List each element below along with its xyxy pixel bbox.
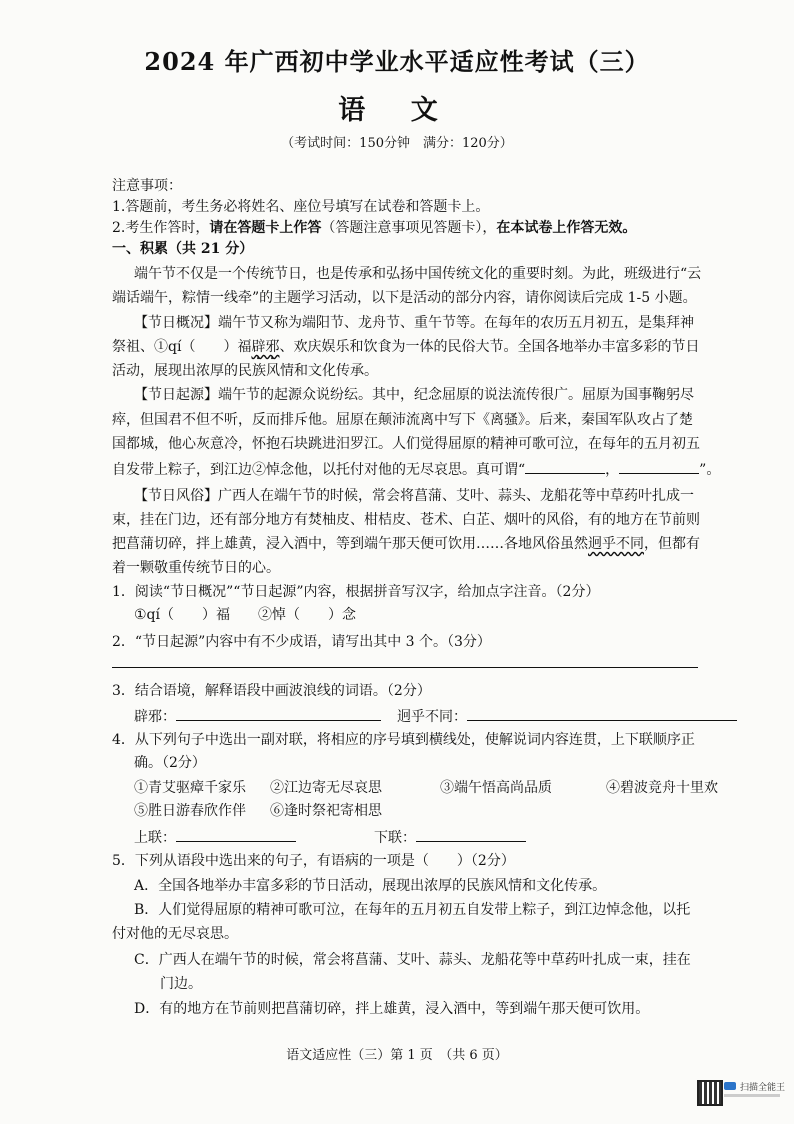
question-5: 5．下列从语段中选出来的句子，有语病的一项是（ ）（2分） — [112, 853, 515, 869]
lower-couplet-blank[interactable] — [416, 827, 526, 842]
couplet-answer-row: 上联： 下联： — [134, 827, 774, 847]
qr-code-icon — [697, 1080, 723, 1106]
scanner-watermark: 扫描全能王 — [740, 1083, 786, 1093]
origin-line-3: 国都城，他心灰意冷，怀抱石块跳进汨罗江。人们觉得屈原的精神可歌可泣，在每年的五月初五 — [112, 436, 700, 452]
question-5-option-c-line-1: C．广西人在端午节的时候，常会将菖蒲、艾叶、蒜头、龙船花等中草药叶扎成一束，挂在 — [134, 952, 691, 968]
couplet-option-5: ⑤胜日游春欣作伴 — [134, 803, 246, 819]
scanner-logo-icon — [724, 1082, 736, 1090]
intro-line-1: 端午节不仅是一个传统节日，也是传承和弘扬中国传统文化的重要时刻。为此，班级进行“云 — [134, 266, 702, 282]
question-5-option-a: A．全国各地举办丰富多彩的节日活动，展现出浓厚的民族风情和文化传承。 — [134, 878, 607, 894]
origin-line-1: 【节日起源】端午节的起源众说纷纭。其中，纪念屈原的说法流传很广。屈原为国事鞠躬尽 — [134, 387, 694, 403]
question-5-option-c-line-2: 门边。 — [160, 976, 202, 992]
couplet-option-3: ③端午悟高尚品质 — [440, 780, 552, 796]
couplet-option-4: ④碧波竞舟十里欢 — [606, 780, 718, 796]
notes-heading: 注意事项： — [112, 178, 182, 194]
subject-title: 语 文 — [338, 95, 456, 126]
overview-line-1: 【节日概况】端午节又称为端阳节、龙舟节、重午节等。在每年的农历五月初五，是集拜神 — [134, 315, 694, 331]
origin-line-4: 自发带上粽子，到江边②悼念他，以托付对他的无尽哀思。真可谓“ ， ”。 — [112, 459, 752, 479]
question-2-answer-line[interactable] — [112, 667, 698, 668]
question-5-option-d: D．有的地方在节前则把菖蒲切碎，拌上雄黄，浸入酒中，等到端午那天便可饮用。 — [134, 1001, 650, 1017]
notes-item-1: 1.答题前，考生务必将姓名、座位号填写在试卷和答题卡上。 — [112, 199, 490, 215]
couplet-option-2: ②江边寄无尽哀思 — [270, 780, 382, 796]
overview-line-2: 祭祖、①qí（ ）福辟邪、欢庆娱乐和饮食为一体的民俗大节。全国各地举办丰富多彩的节日 — [112, 339, 700, 355]
question-4-line-1: 4．从下列句子中选出一副对联，将相应的序号填到横线处，使解说词内容连贯，上下联顺序正 — [112, 732, 695, 748]
question-4-line-2: 确。（2分） — [134, 755, 206, 771]
notes-item-2: 2.考生作答时，请在答题卡上作答（答题注意事项见答题卡），在本试卷上作答无效。 — [112, 220, 637, 236]
section-1-heading: 一、积累（共 21 分） — [112, 241, 254, 257]
overview-line-3: 活动，展现出浓厚的民族风情和文化传承。 — [112, 363, 378, 379]
page-footer: 语文适应性（三）第 1 页 （共 6 页） — [286, 1048, 508, 1063]
couplet-option-6: ⑥逢时祭祀寄相思 — [270, 803, 382, 819]
upper-couplet-blank[interactable] — [176, 827, 296, 842]
exam-title: 2024 年广西初中学业水平适应性考试（三） — [144, 47, 650, 76]
question-3: 3．结合语境，解释语段中画波浪线的词语。（2分） — [112, 683, 431, 699]
scanner-watermark-subtext — [724, 1094, 780, 1097]
question-3-items: 辟邪： 迥乎不同： — [134, 706, 774, 726]
customs-line-2: 束，挂在门边，还有部分地方有焚柚皮、柑桔皮、苍术、白芷、烟叶的风俗，有的地方在节前则 — [112, 512, 700, 528]
customs-line-3: 把菖蒲切碎，拌上雄黄，浸入酒中，等到端午那天便可饮用……各地风俗虽然迥乎不同，但都有 — [112, 536, 700, 552]
question-2: 2．“节日起源”内容中有不少成语，请写出其中 3 个。（3分） — [112, 634, 491, 650]
customs-line-1: 【节日风俗】广西人在端午节的时候，常会将菖蒲、艾叶、蒜头、龙船花等中草药叶扎成一 — [134, 488, 694, 504]
couplet-option-1: ①青艾驱瘴千家乐 — [134, 780, 246, 796]
origin-line-2: 瘁，但国君不但不听，反而排斥他。屈原在颠沛流离中写下《离骚》。后来，秦国军队攻占了楚 — [112, 412, 693, 428]
exam-info: （考试时间：150分钟 满分：120分） — [281, 136, 513, 151]
intro-line-2: 端话端午，粽情一线牵”的主题学习活动，以下是活动的部分内容，请你阅读后完成 1-5 小题。 — [112, 290, 697, 306]
question-1: 1．阅读“节日概况”“节日起源”内容，根据拼音写汉字，给加点字注音。（2分） — [112, 584, 600, 600]
question-5-option-b-line-2: 付对他的无尽哀思。 — [112, 926, 238, 942]
question-5-option-b-line-1: B．人们觉得屈原的精神可歌可泣，在每年的五月初五自发带上粽子，到江边悼念他，以托 — [134, 902, 691, 918]
customs-line-4: 着一颗敬重传统节日的心。 — [112, 560, 280, 576]
question-1-items: ①qí（ ）福 ②悼（ ）念 — [134, 607, 356, 623]
